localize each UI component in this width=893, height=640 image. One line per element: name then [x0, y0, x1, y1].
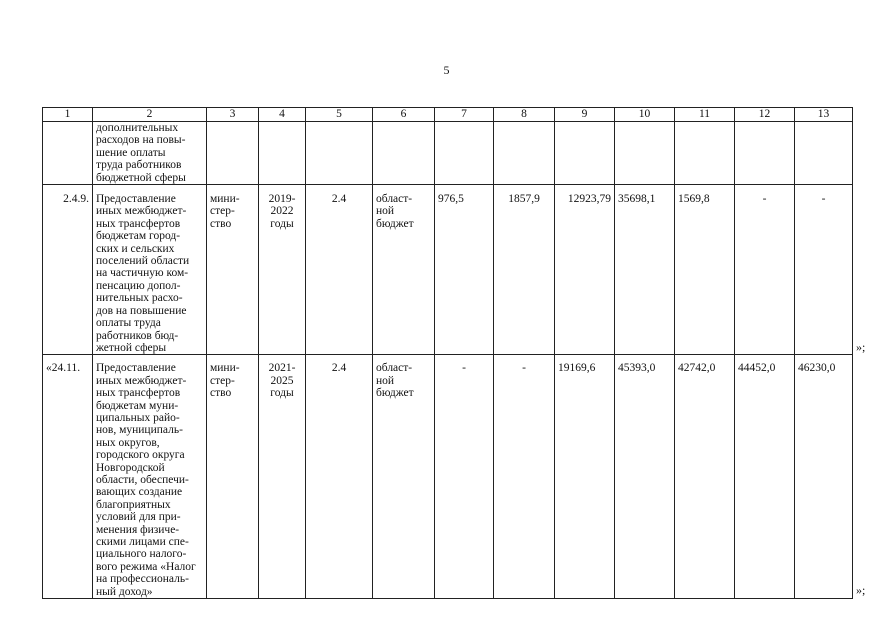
item-number: 2.4.9.: [43, 185, 93, 355]
cell-line: расходов на повы-: [96, 134, 186, 147]
cell-line: иных межбюджет-: [96, 374, 187, 387]
value-cell: 46230,0: [795, 355, 853, 599]
cell-line: циального налого-: [96, 548, 187, 561]
cell-line: ной: [376, 205, 395, 218]
closing-quote-mark: »;: [856, 340, 866, 354]
header-cell: 8: [494, 108, 555, 122]
table-row: [43, 122, 853, 185]
cell-line: 2019-: [268, 193, 296, 206]
cell-line: област-: [376, 362, 413, 375]
cell-line: нительных расхо-: [96, 292, 183, 305]
item-name: [93, 185, 207, 355]
cell-line: работников бюд-: [96, 329, 179, 342]
cell-line: бюджетной сферы: [96, 171, 186, 184]
value-cell: 44452,0: [735, 355, 795, 599]
cell-line: нов, муниципаль-: [96, 424, 183, 437]
task-ref: 2.4: [306, 185, 373, 355]
table-row: [43, 355, 853, 599]
value-cell: [494, 122, 555, 185]
item-number: [43, 122, 93, 185]
cell-line: скими лицами спе-: [96, 536, 189, 548]
value-cell: 19169,6: [555, 355, 615, 599]
executor: [207, 355, 259, 599]
header-row: [43, 108, 853, 122]
value-cell: 976,5: [435, 185, 494, 355]
cell-line: благоприятных: [96, 498, 171, 511]
cell-line: Предоставление: [96, 193, 176, 206]
cell-line: оплаты труда: [96, 317, 161, 330]
value-cell: -: [435, 355, 494, 599]
period: [259, 122, 306, 185]
page-number: 5: [443, 63, 450, 77]
funding-source: [373, 355, 435, 599]
header-cell: 7: [435, 108, 494, 122]
cell-line: област-: [376, 193, 413, 206]
cell-line: 2025: [270, 374, 294, 387]
header-cell: 1: [43, 108, 93, 122]
value-cell: 45393,0: [615, 355, 675, 599]
cell-line: бюджет: [376, 387, 414, 400]
value-cell: [555, 122, 615, 185]
cell-line: вающих создание: [96, 486, 183, 499]
cell-line: 2022: [270, 205, 294, 218]
cell-line: годы: [270, 217, 294, 230]
value-cell: 42742,0: [675, 355, 735, 599]
header-cell: 6: [373, 108, 435, 122]
cell-line: жетной сферы: [96, 341, 167, 354]
cell-line: бюджетам муни-: [96, 399, 179, 412]
cell-line: труда работников: [96, 159, 182, 172]
cell-line: бюджет: [376, 217, 414, 230]
table-row: [43, 185, 853, 355]
executor: [207, 185, 259, 355]
period: [259, 185, 306, 355]
value-cell: [675, 122, 735, 185]
cell-line: области, обеспечи-: [96, 473, 189, 486]
budget-table: [42, 107, 853, 599]
value-cell: [615, 122, 675, 185]
value-cell: -: [795, 185, 853, 355]
header-cell: 11: [675, 108, 735, 122]
cell-line: городского округа: [96, 449, 185, 462]
cell-line: мини-: [210, 193, 240, 206]
cell-line: ный доход»: [96, 585, 153, 598]
cell-line: менения физиче-: [96, 523, 180, 536]
cell-line: 2021-: [268, 362, 296, 375]
value-cell: 1569,8: [675, 185, 735, 355]
cell-line: ных трансфертов: [96, 387, 181, 400]
value-cell: [795, 122, 853, 185]
header-cell: 2: [93, 108, 207, 122]
cell-line: пенсацию допол-: [96, 279, 181, 292]
header-cell: 3: [207, 108, 259, 122]
cell-line: стер-: [210, 205, 235, 218]
cell-line: поселений области: [96, 255, 190, 268]
header-cell: 12: [735, 108, 795, 122]
cell-line: ципальных райо-: [96, 411, 180, 424]
value-cell: -: [494, 355, 555, 599]
cell-line: на частичную ком-: [96, 267, 189, 280]
cell-line: условий для при-: [96, 511, 181, 524]
cell-line: ство: [210, 387, 232, 400]
cell-line: Новгородской: [96, 461, 165, 474]
task-ref: [306, 122, 373, 185]
cell-line: вого режима «Налог: [96, 560, 196, 573]
header-cell: 4: [259, 108, 306, 122]
task-ref: 2.4: [306, 355, 373, 599]
cell-line: иных межбюджет-: [96, 205, 187, 218]
value-cell: [735, 122, 795, 185]
cell-line: дополнительных: [96, 122, 179, 134]
value-cell: 1857,9: [494, 185, 555, 355]
cell-line: стер-: [210, 374, 235, 387]
value-cell: -: [735, 185, 795, 355]
cell-line: годы: [270, 387, 294, 400]
cell-line: дов на повышение: [96, 304, 187, 317]
value-cell: 35698,1: [615, 185, 675, 355]
header-cell: 9: [555, 108, 615, 122]
cell-line: шение оплаты: [96, 146, 166, 159]
cell-line: бюджетам город-: [96, 230, 181, 243]
header-cell: 10: [615, 108, 675, 122]
cell-line: мини-: [210, 362, 240, 375]
cell-line: Предоставление: [96, 362, 176, 375]
closing-quote-mark: »;: [856, 583, 866, 597]
header-cell: 13: [795, 108, 853, 122]
cell-line: ных округов,: [96, 436, 160, 449]
cell-line: ских и сельских: [96, 242, 175, 255]
cell-line: ных трансфертов: [96, 217, 181, 230]
item-name: [93, 355, 207, 599]
funding-source: [373, 122, 435, 185]
header-cell: 5: [306, 108, 373, 122]
item-number: «24.11.: [43, 355, 93, 599]
cell-line: на профессиональ-: [96, 573, 189, 586]
funding-source: [373, 185, 435, 355]
executor: [207, 122, 259, 185]
item-name: [93, 122, 207, 185]
cell-line: ной: [376, 374, 395, 387]
value-cell: [435, 122, 494, 185]
value-cell: 12923,79: [555, 185, 615, 355]
cell-line: ство: [210, 217, 232, 230]
period: [259, 355, 306, 599]
